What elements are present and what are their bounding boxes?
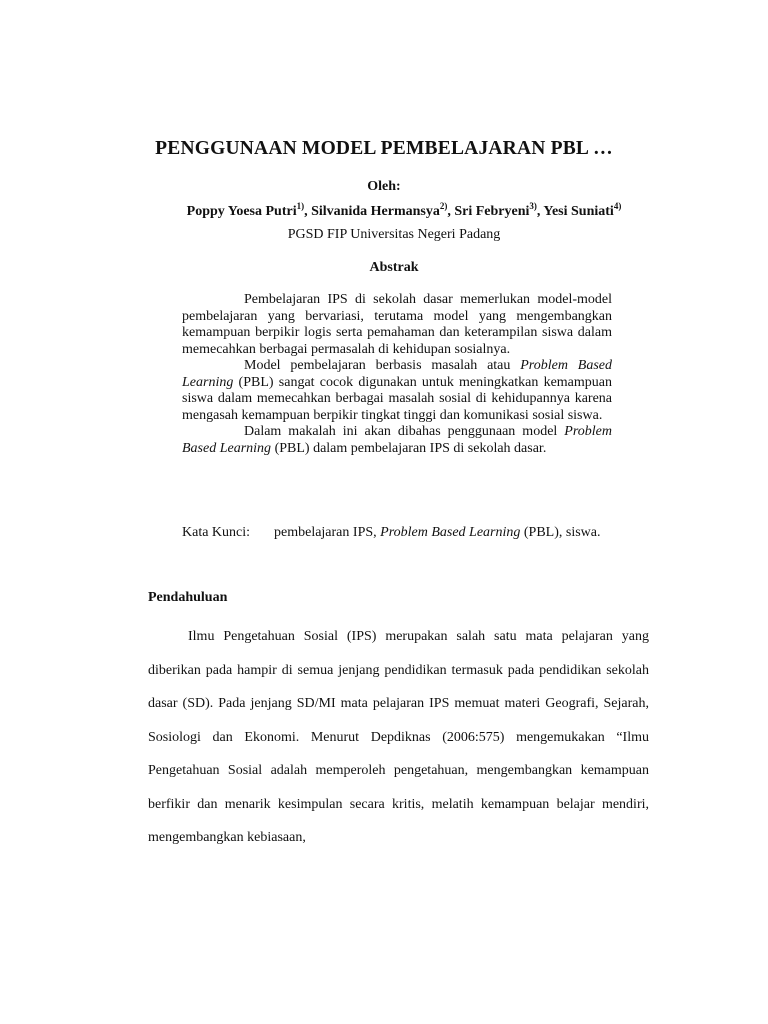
abstract-heading: Abstrak <box>369 260 419 275</box>
author-name: Yesi Suniati <box>543 204 614 219</box>
keywords-term: (PBL), siswa. <box>520 525 601 540</box>
abstract-text: Model pembelajaran berbasis masalah atau <box>244 358 521 373</box>
author-name: Sri Febryeni <box>454 204 530 219</box>
section-body <box>148 620 649 855</box>
abstract-text: Dalam makalah ini akan dibahas penggunaan model <box>244 424 565 439</box>
section-heading: Pendahuluan <box>148 590 228 605</box>
keywords-text <box>274 525 612 542</box>
author-separator: , <box>304 204 312 219</box>
affiliation: PGSD FIP Universitas Negeri Padang <box>287 227 501 242</box>
abstract-term: Problem Based Learning <box>182 424 612 456</box>
keywords <box>182 525 612 542</box>
author-mark: 2) <box>439 201 448 211</box>
author-list <box>0 201 768 220</box>
author-mark: 3) <box>529 201 537 211</box>
author-separator: , <box>536 204 544 219</box>
abstract-paragraph: Pembelajaran IPS di sekolah dasar memerlukan model-model pembelajaran yang bervariasi, terutama model yang mengembangkan kemampuan berpikir logis serta pemahaman dan keterampilan siswa dalam memecahkan berbagai permasalah di kehidupan sosialnya. <box>182 292 612 357</box>
author-mark: 4) <box>613 201 622 211</box>
abstract-paragraph <box>182 358 612 424</box>
author-mark: 1) <box>296 201 305 211</box>
abstract-paragraph <box>182 424 612 457</box>
author-separator: , <box>447 204 455 219</box>
byline-label: Oleh: <box>367 179 401 194</box>
keywords-term: pembelajaran IPS, <box>274 525 381 540</box>
body-paragraph: Ilmu Pengetahuan Sosial (IPS) merupakan salah satu mata pelajaran yang diberikan pada hampir di semua jenjang pendidikan termasuk pada pendidikan sekolah dasar (SD). Pada jenjang SD/MI mata pelajaran IPS memuat materi Geografi, Sejarah, Sosiologi dan Ekonomi. Menurut Depdiknas (2006:575) mengemukakan “Ilmu Pengetahuan Sosial adalah memperoleh pengetahuan, mengembangkan kemampuan berfikir dan menarik kesimpulan secara kritis, melatih kemampuan belajar mendiri, mengembangkan kebiasaan, <box>148 629 649 845</box>
abstract-body <box>182 292 612 457</box>
keywords-label: Kata Kunci: <box>182 525 251 540</box>
abstract-text: (PBL) sangat cocok digunakan untuk meningkatkan kemampuan siswa dalam memecahkan berbagai masalah sosial di kehidupannya karena mengasah kemampuan berpikir tingkat tinggi dan komunikasi sosial siswa. <box>182 374 612 423</box>
keywords-term: Problem Based Learning <box>380 525 521 540</box>
author-name: Silvanida Hermansya <box>311 204 440 219</box>
abstract-term: Problem Based Learning <box>182 358 612 390</box>
author-name: Poppy Yoesa Putri <box>186 204 297 219</box>
paper-title: PENGGUNAAN MODEL PEMBELAJARAN PBL … <box>155 138 613 159</box>
abstract-text: (PBL) dalam pembelajaran IPS di sekolah dasar. <box>271 440 547 456</box>
